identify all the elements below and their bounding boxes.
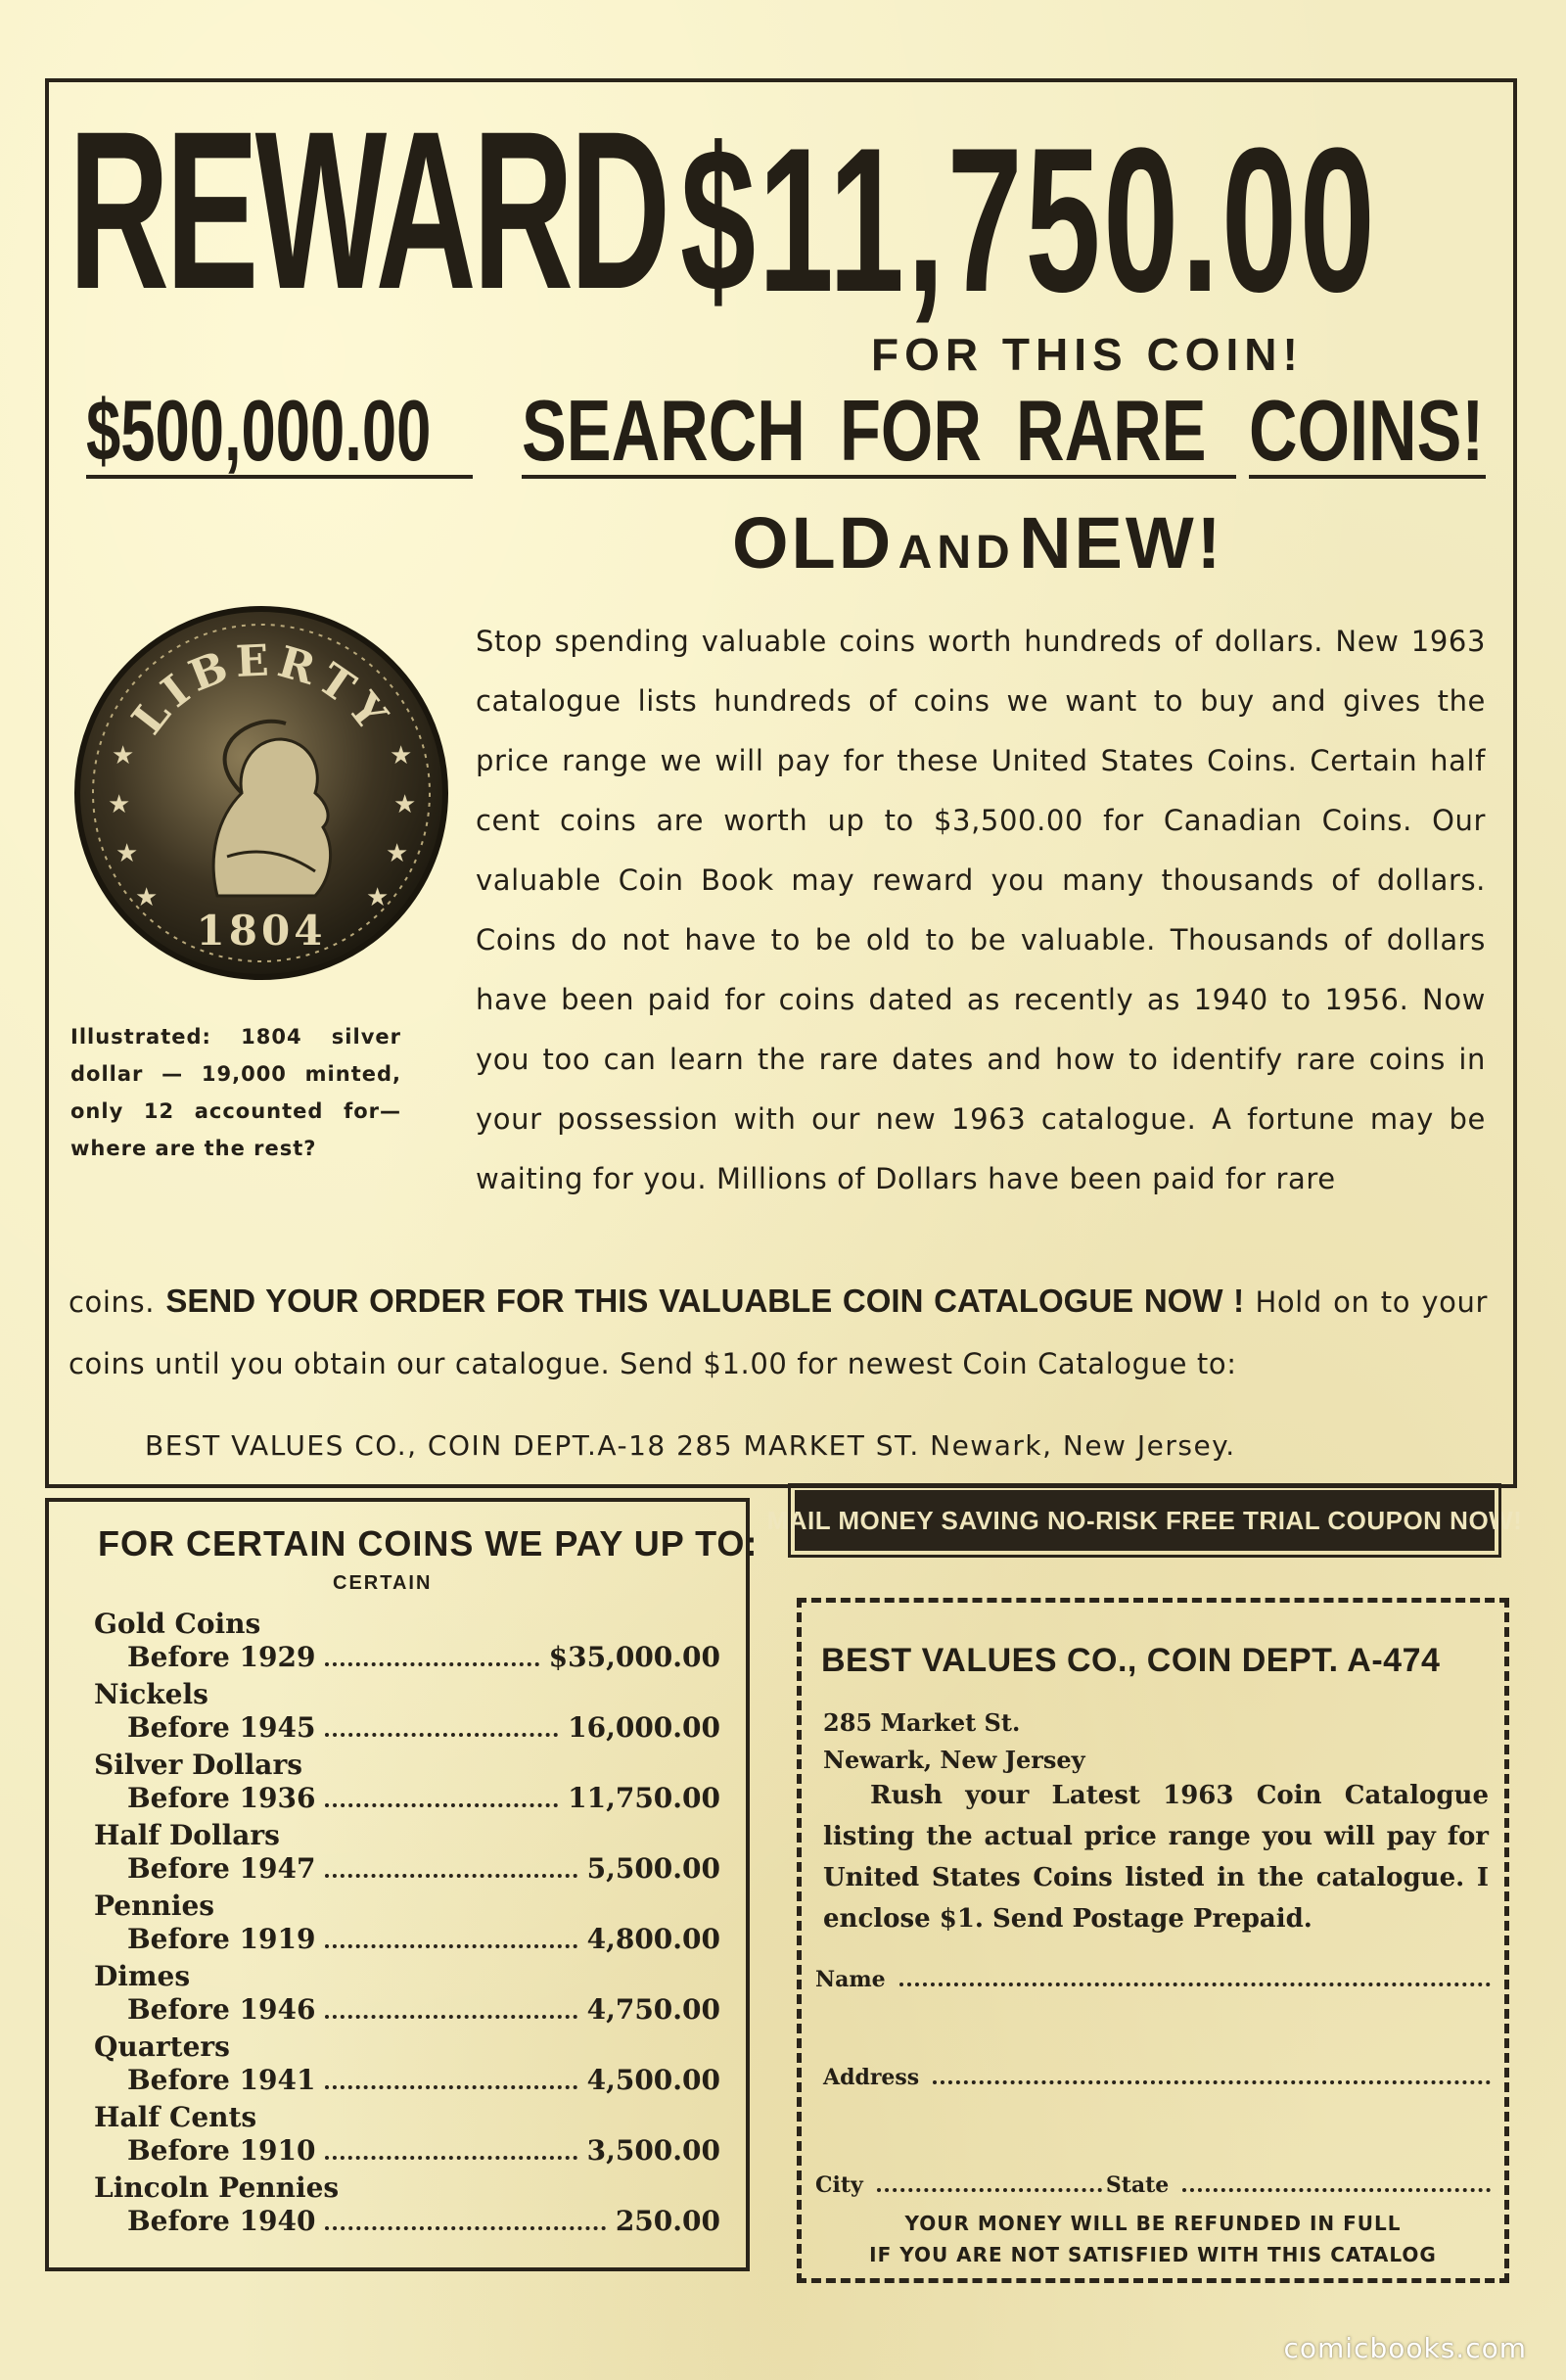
coin-before-date: Before 1910 xyxy=(127,2134,316,2167)
list-item xyxy=(94,1960,720,2030)
svg-text:★: ★ xyxy=(390,741,413,770)
svg-text:★: ★ xyxy=(115,839,139,868)
continuation-start: coins. xyxy=(69,1285,156,1319)
order-coupon[interactable] xyxy=(797,1598,1509,2283)
coupon-order-text: Rush your Latest 1963 Coin Catalogue listing the actual price range you will pay for United States Coins listed in the catalogue. I enclose $1. Send Postage Prepaid. xyxy=(823,1781,1489,1934)
search-word-rare: RARE xyxy=(1016,387,1236,479)
coin-category: Gold Coins xyxy=(94,1608,261,1640)
svg-text:★: ★ xyxy=(366,883,390,912)
svg-text:★: ★ xyxy=(108,790,131,819)
search-word-for: FOR xyxy=(840,387,1050,479)
silver-dollar-coin-image xyxy=(70,602,452,984)
state-input-line[interactable] xyxy=(1182,2174,1491,2192)
coin-category: Silver Dollars xyxy=(94,1749,302,1781)
coin-before-date: Before 1946 xyxy=(127,1993,316,2026)
list-item xyxy=(94,1819,720,1890)
name-label: Name xyxy=(815,1967,886,1992)
coin-amount: 5,500.00 xyxy=(586,1852,720,1885)
coin-caption: Illustrated: 1804 silver dollar — 19,000 minted, only 12 accounted for— where are the rest? xyxy=(70,1025,401,1160)
continuation-end: Hold on to your coins until you obtain our catalogue. Send $1.00 for newest Coin Catalogue to: xyxy=(69,1285,1489,1380)
list-item xyxy=(94,1678,720,1749)
price-list xyxy=(94,1608,720,2242)
coin-amount: 4,500.00 xyxy=(586,2064,720,2096)
address-input-line[interactable] xyxy=(933,2067,1491,2084)
search-word-coins: COINS! xyxy=(1249,382,1485,479)
coupon-banner: MAIL MONEY SAVING NO-RISK FREE TRIAL COUPON NOW! xyxy=(795,1490,1495,1551)
coin-amount: 4,800.00 xyxy=(586,1923,720,1955)
coin-amount: 4,750.00 xyxy=(586,1993,720,2026)
coin-category: Half Dollars xyxy=(94,1819,280,1851)
name-field[interactable] xyxy=(815,1967,1491,1992)
coin-amount: 3,500.00 xyxy=(586,2134,720,2167)
svg-text:★: ★ xyxy=(135,883,159,912)
list-item xyxy=(94,2101,720,2171)
search-word-search: SEARCH xyxy=(522,387,882,479)
refund-notice-line-2: IF YOU ARE NOT SATISFIED WITH THIS CATALOG xyxy=(869,2243,1437,2266)
coin-before-date: Before 1919 xyxy=(127,1923,316,1955)
coin-category: Lincoln Pennies xyxy=(94,2171,340,2204)
address-label: Address xyxy=(823,2065,920,2090)
coin-before-date: Before 1941 xyxy=(127,2064,316,2096)
list-item xyxy=(94,2171,720,2242)
old-and-new-headline xyxy=(732,501,1223,584)
price-list-title: FOR CERTAIN COINS WE PAY UP TO: xyxy=(98,1523,759,1563)
list-item xyxy=(94,1890,720,1960)
coin-before-date: Before 1940 xyxy=(127,2205,316,2237)
coin-category: Nickels xyxy=(94,1678,208,1710)
reward-word: REWARD xyxy=(69,84,668,336)
list-item xyxy=(94,1749,720,1819)
coin-amount: 250.00 xyxy=(615,2205,720,2237)
coin-before-date: Before 1945 xyxy=(127,1711,316,1744)
coin-category: Half Cents xyxy=(94,2101,257,2133)
price-list-subtitle: CERTAIN xyxy=(333,1572,433,1594)
coin-year: 1804 xyxy=(196,907,327,955)
old-word: OLD xyxy=(732,502,895,583)
coin-amount: $35,000.00 xyxy=(548,1641,720,1673)
new-word: NEW! xyxy=(1019,502,1224,583)
coin-amount: 11,750.00 xyxy=(568,1782,720,1814)
mailing-address: BEST VALUES CO., COIN DEPT.A-18 285 MARKET ST. Newark, New Jersey. xyxy=(145,1429,1236,1462)
price-list-box xyxy=(45,1498,759,2271)
body-paragraph: Stop spending valuable coins worth hundreds of dollars. New 1963 catalogue lists hundreds of coins we want to buy and gives the price range we will pay for these United States Coins. Certain half cent coins are worth up to $3,500.00 for Canadian Coins. Our valuable Coin Book may reward you many thousands of dollars. Coins do not have to be old to be valuable. Thousands of dollars have been paid for coins dated as recently as 1940 to 1956. Now you too can learn the rare dates and how to identify rare coins in your possession with our new 1963 catalogue. A fortune may be waiting for you. Millions of Dollars have been paid for rare xyxy=(476,625,1486,1195)
address-field[interactable] xyxy=(823,2065,1491,2090)
city-input-line[interactable] xyxy=(877,2174,1102,2192)
body-paragraph-continued xyxy=(69,1270,1488,1395)
coin-before-date: Before 1947 xyxy=(127,1852,316,1885)
list-item xyxy=(94,2030,720,2101)
for-this-coin-text: FOR THIS COIN! xyxy=(871,329,1304,380)
search-word-amount: $500,000.00 xyxy=(86,387,473,479)
coupon-address xyxy=(823,1704,1085,1779)
coin-before-date: Before 1929 xyxy=(127,1641,316,1673)
state-label: State xyxy=(1105,2172,1170,2198)
coin-before-date: Before 1936 xyxy=(127,1782,316,1814)
name-input-line[interactable] xyxy=(899,1969,1491,1986)
and-word: AND xyxy=(898,527,1015,579)
city-state-field[interactable] xyxy=(815,2172,1491,2198)
reward-headline xyxy=(69,84,1507,338)
coupon-street: 285 Market St. xyxy=(823,1708,1021,1737)
svg-text:★: ★ xyxy=(386,839,409,868)
search-headline xyxy=(86,382,1486,485)
coupon-heading: BEST VALUES CO., COIN DEPT. A-474 xyxy=(821,1642,1441,1679)
coin-amount: 16,000.00 xyxy=(568,1711,720,1744)
reward-amount: $11,750.00 xyxy=(680,105,1378,335)
coin-category: Pennies xyxy=(94,1890,215,1922)
refund-notice-line-1: YOUR MONEY WILL BE REFUNDED IN FULL xyxy=(904,2212,1402,2235)
list-item xyxy=(94,1608,720,1678)
order-now-emphasis: SEND YOUR ORDER FOR THIS VALUABLE COIN CATALOGUE NOW ! xyxy=(165,1283,1245,1319)
svg-text:★: ★ xyxy=(393,790,417,819)
coin-category: Quarters xyxy=(94,2030,230,2063)
svg-text:★: ★ xyxy=(112,741,135,770)
coin-category: Dimes xyxy=(94,1960,191,1992)
city-label: City xyxy=(815,2172,863,2198)
coin-legend: LIBERTY xyxy=(122,635,400,744)
watermark: comicbooks.com xyxy=(1283,2332,1527,2364)
coupon-city-state: Newark, New Jersey xyxy=(823,1746,1085,1774)
